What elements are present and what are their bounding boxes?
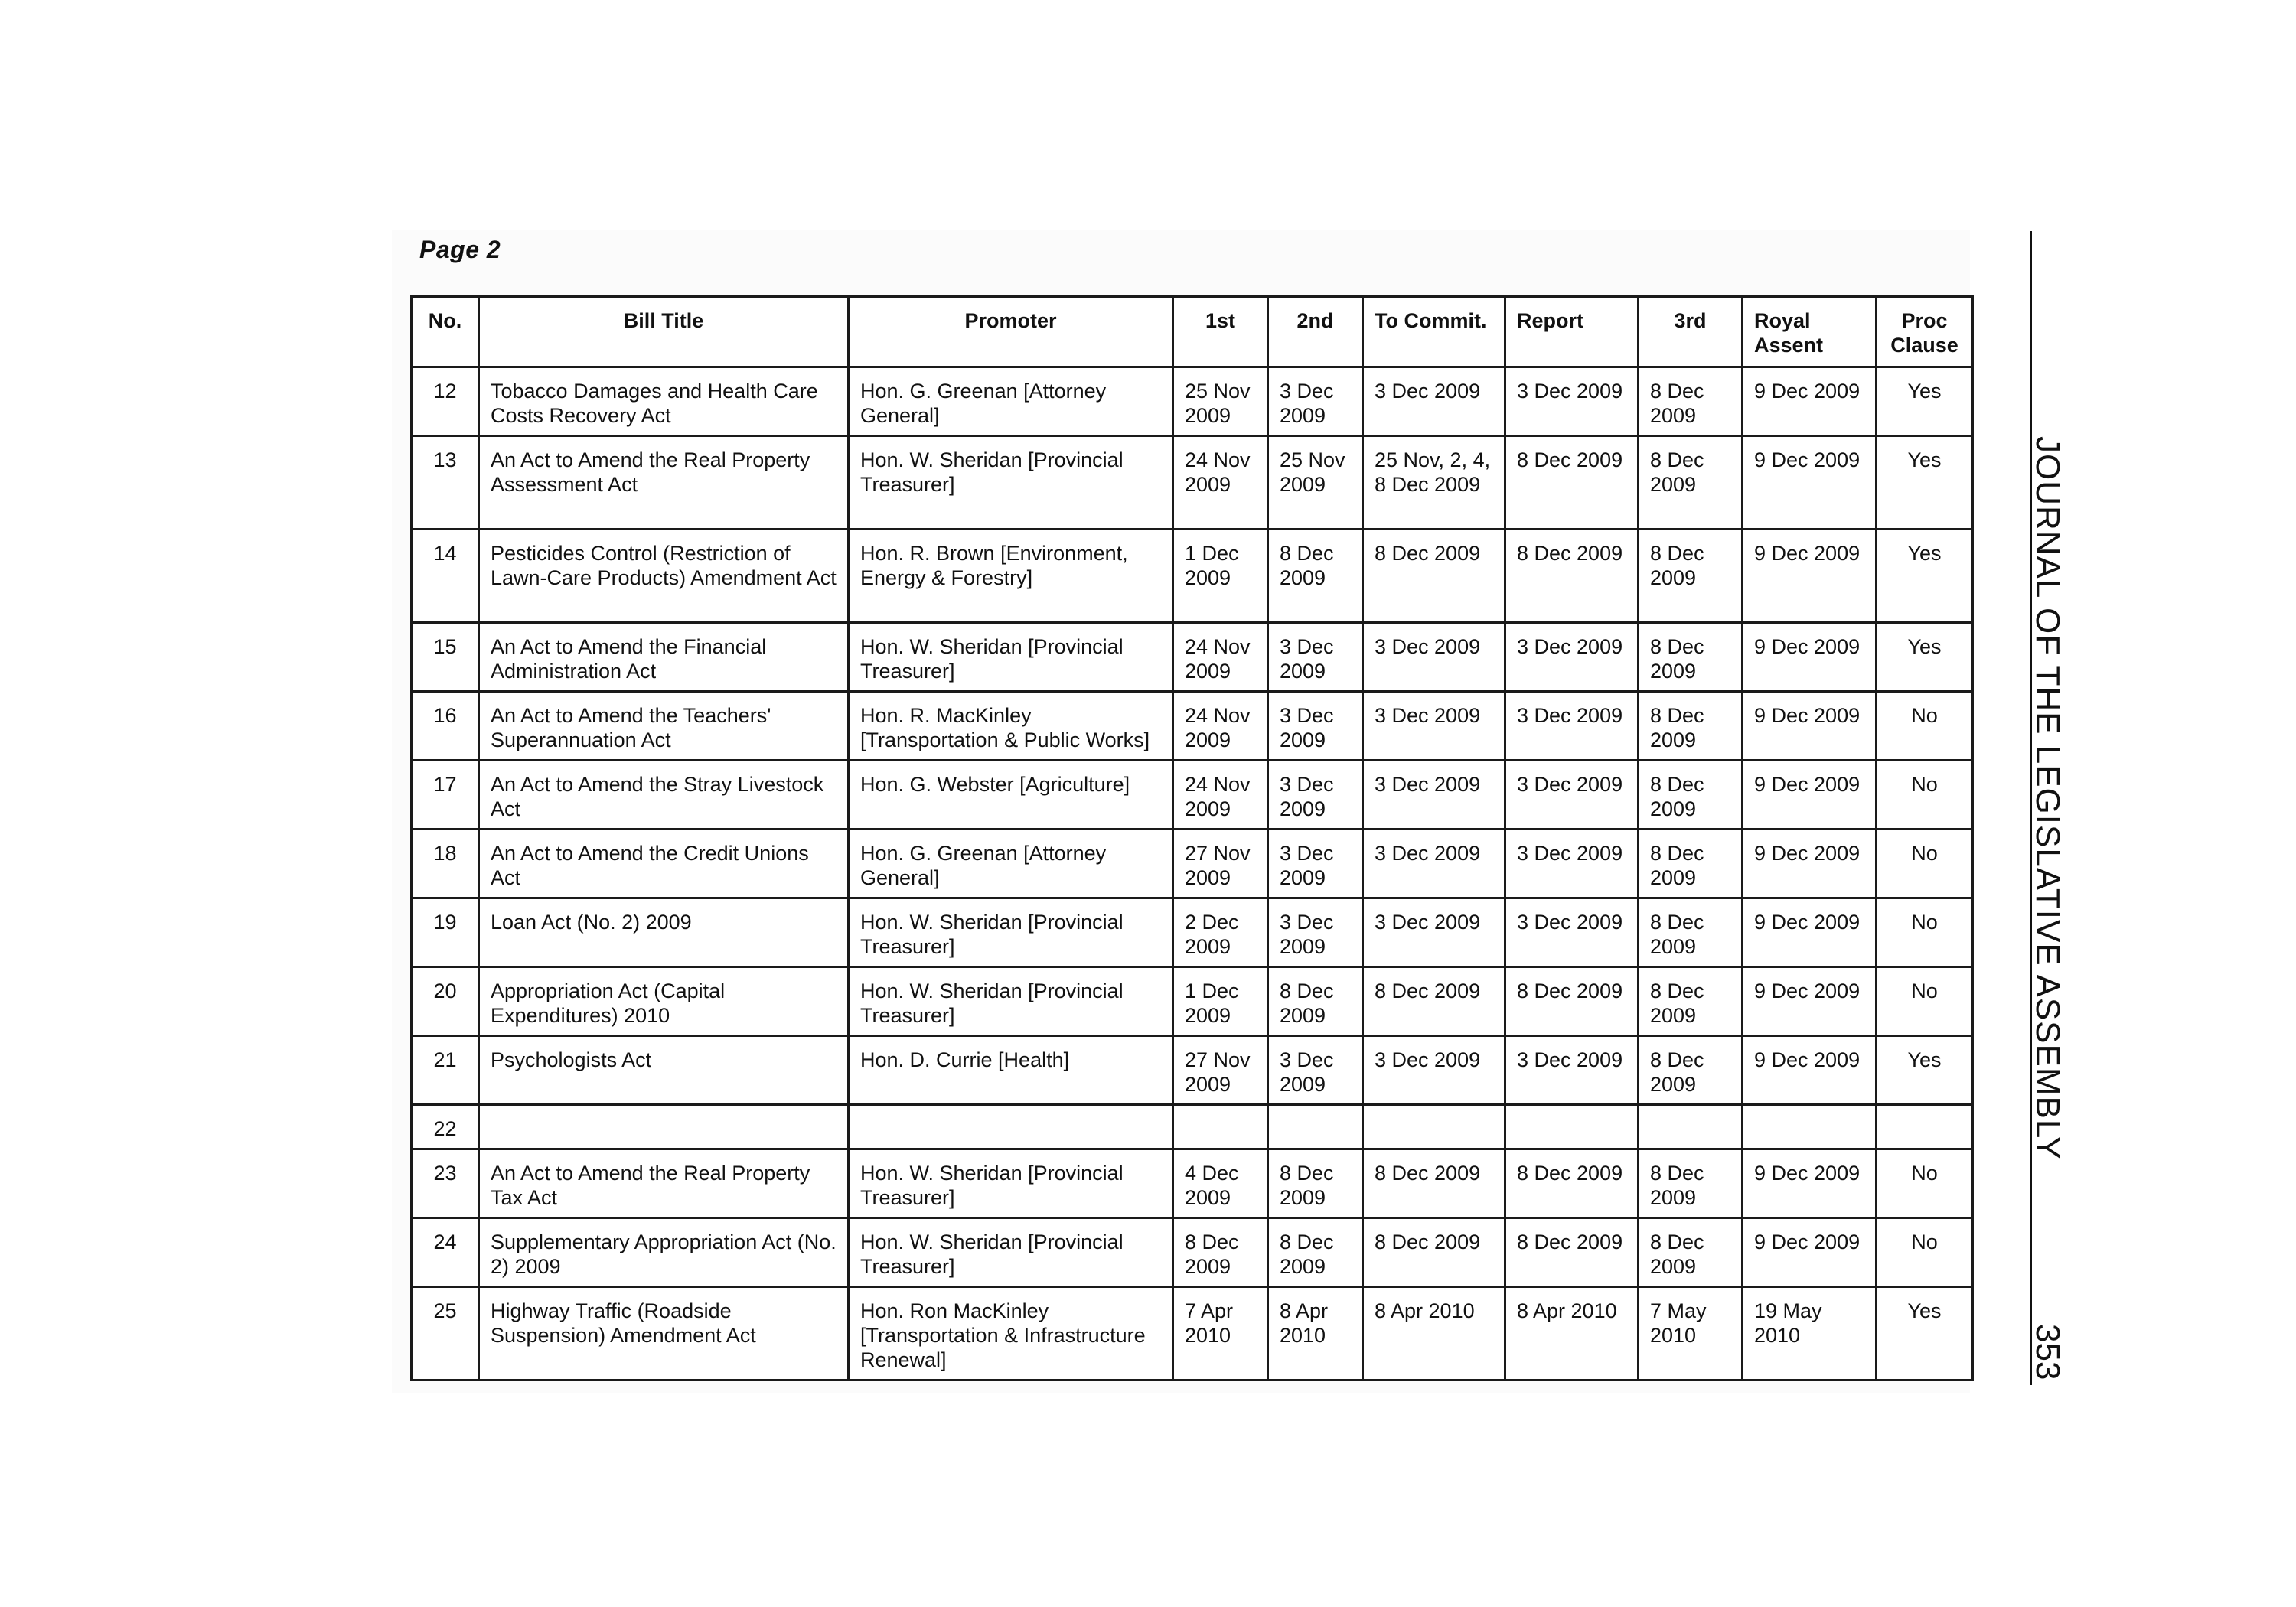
first-reading: 1 Dec 2009: [1173, 530, 1268, 623]
bill-promoter: Hon. R. MacKinley [Transportation & Public Works]: [849, 692, 1173, 761]
first-reading: 24 Nov 2009: [1173, 692, 1268, 761]
bill-title: An Act to Amend the Stray Livestock Act: [479, 761, 849, 830]
first-reading: 2 Dec 2009: [1173, 898, 1268, 967]
report-stage: 3 Dec 2009: [1505, 367, 1639, 436]
bill-title: An Act to Amend the Real Property Assessment Act: [479, 436, 849, 530]
table-row: [412, 530, 1973, 623]
report-stage: 8 Dec 2009: [1505, 967, 1639, 1036]
bill-title: Supplementary Appropriation Act (No. 2) 2009: [479, 1218, 849, 1287]
table-row: [412, 1218, 1973, 1287]
to-committee: 8 Dec 2009: [1363, 967, 1505, 1036]
to-committee: 8 Dec 2009: [1363, 1149, 1505, 1218]
column-header-second: 2nd: [1268, 297, 1363, 367]
column-header-report: Report: [1505, 297, 1639, 367]
proc-clause: [1877, 1105, 1973, 1149]
report-stage: 8 Apr 2010: [1505, 1287, 1639, 1380]
to-committee: 25 Nov, 2, 4, 8 Dec 2009: [1363, 436, 1505, 530]
table-row: [412, 436, 1973, 530]
royal-assent: 9 Dec 2009: [1743, 367, 1877, 436]
bill-number: 24: [412, 1218, 479, 1287]
bill-promoter: Hon. G. Webster [Agriculture]: [849, 761, 1173, 830]
bill-title: An Act to Amend the Real Property Tax Act: [479, 1149, 849, 1218]
proc-clause: Yes: [1877, 367, 1973, 436]
bill-number: 23: [412, 1149, 479, 1218]
proc-clause: No: [1877, 1149, 1973, 1218]
bill-promoter: Hon. G. Greenan [Attorney General]: [849, 367, 1173, 436]
third-reading: 7 May 2010: [1639, 1287, 1743, 1380]
to-committee: 8 Dec 2009: [1363, 1218, 1505, 1287]
bill-title: [479, 1105, 849, 1149]
proc-clause: No: [1877, 1218, 1973, 1287]
report-stage: 3 Dec 2009: [1505, 898, 1639, 967]
royal-assent: 9 Dec 2009: [1743, 967, 1877, 1036]
second-reading: 3 Dec 2009: [1268, 898, 1363, 967]
proc-clause: Yes: [1877, 623, 1973, 692]
column-header-royal-assent: Royal Assent: [1743, 297, 1877, 367]
proc-clause: Yes: [1877, 1036, 1973, 1105]
second-reading: 3 Dec 2009: [1268, 1036, 1363, 1105]
bill-title: Tobacco Damages and Health Care Costs Recovery Act: [479, 367, 849, 436]
bill-number: 14: [412, 530, 479, 623]
proc-clause: Yes: [1877, 1287, 1973, 1380]
table-row: [412, 967, 1973, 1036]
bill-title: Pesticides Control (Restriction of Lawn-Care Products) Amendment Act: [479, 530, 849, 623]
running-header: JOURNAL OF THE LEGISLATIVE ASSEMBLY: [2029, 436, 2066, 1160]
royal-assent: 9 Dec 2009: [1743, 1218, 1877, 1287]
to-committee: 3 Dec 2009: [1363, 898, 1505, 967]
table-header-row: [412, 297, 1973, 367]
royal-assent: 9 Dec 2009: [1743, 530, 1877, 623]
royal-assent: [1743, 1105, 1877, 1149]
page-number: 353: [2029, 1324, 2066, 1380]
to-committee: [1363, 1105, 1505, 1149]
table-row: [412, 1149, 1973, 1218]
bills-table: [410, 295, 1974, 1381]
bill-promoter: Hon. R. Brown [Environment, Energy & Forestry]: [849, 530, 1173, 623]
report-stage: 8 Dec 2009: [1505, 530, 1639, 623]
report-stage: 3 Dec 2009: [1505, 830, 1639, 898]
second-reading: 25 Nov 2009: [1268, 436, 1363, 530]
third-reading: 8 Dec 2009: [1639, 530, 1743, 623]
first-reading: 7 Apr 2010: [1173, 1287, 1268, 1380]
to-committee: 3 Dec 2009: [1363, 1036, 1505, 1105]
second-reading: 8 Dec 2009: [1268, 530, 1363, 623]
report-stage: [1505, 1105, 1639, 1149]
bill-title: An Act to Amend the Credit Unions Act: [479, 830, 849, 898]
column-header-no: No.: [412, 297, 479, 367]
to-committee: 3 Dec 2009: [1363, 830, 1505, 898]
first-reading: 24 Nov 2009: [1173, 623, 1268, 692]
royal-assent: 9 Dec 2009: [1743, 692, 1877, 761]
proc-clause: No: [1877, 830, 1973, 898]
bill-title: An Act to Amend the Financial Administration Act: [479, 623, 849, 692]
royal-assent: 9 Dec 2009: [1743, 623, 1877, 692]
report-stage: 8 Dec 2009: [1505, 1149, 1639, 1218]
proc-clause: No: [1877, 967, 1973, 1036]
bill-title: Psychologists Act: [479, 1036, 849, 1105]
bill-promoter: [849, 1105, 1173, 1149]
third-reading: 8 Dec 2009: [1639, 623, 1743, 692]
third-reading: 8 Dec 2009: [1639, 436, 1743, 530]
table-row: [412, 692, 1973, 761]
second-reading: 8 Apr 2010: [1268, 1287, 1363, 1380]
report-stage: 3 Dec 2009: [1505, 761, 1639, 830]
bill-promoter: Hon. W. Sheridan [Provincial Treasurer]: [849, 623, 1173, 692]
report-stage: 8 Dec 2009: [1505, 436, 1639, 530]
bill-number: 12: [412, 367, 479, 436]
bill-promoter: Hon. Ron MacKinley [Transportation & Infrastructure Renewal]: [849, 1287, 1173, 1380]
royal-assent: 9 Dec 2009: [1743, 898, 1877, 967]
report-stage: 3 Dec 2009: [1505, 623, 1639, 692]
third-reading: 8 Dec 2009: [1639, 692, 1743, 761]
third-reading: 8 Dec 2009: [1639, 967, 1743, 1036]
bill-promoter: Hon. D. Currie [Health]: [849, 1036, 1173, 1105]
second-reading: [1268, 1105, 1363, 1149]
table-row: [412, 761, 1973, 830]
second-reading: 8 Dec 2009: [1268, 1218, 1363, 1287]
bill-promoter: Hon. W. Sheridan [Provincial Treasurer]: [849, 1218, 1173, 1287]
second-reading: 3 Dec 2009: [1268, 830, 1363, 898]
first-reading: 4 Dec 2009: [1173, 1149, 1268, 1218]
to-committee: 8 Dec 2009: [1363, 530, 1505, 623]
bill-number: 18: [412, 830, 479, 898]
third-reading: 8 Dec 2009: [1639, 367, 1743, 436]
report-stage: 3 Dec 2009: [1505, 1036, 1639, 1105]
third-reading: 8 Dec 2009: [1639, 761, 1743, 830]
bill-title: Highway Traffic (Roadside Suspension) Amendment Act: [479, 1287, 849, 1380]
first-reading: 8 Dec 2009: [1173, 1218, 1268, 1287]
bill-promoter: Hon. G. Greenan [Attorney General]: [849, 830, 1173, 898]
second-reading: 3 Dec 2009: [1268, 367, 1363, 436]
proc-clause: Yes: [1877, 436, 1973, 530]
second-reading: 8 Dec 2009: [1268, 967, 1363, 1036]
to-committee: 3 Dec 2009: [1363, 692, 1505, 761]
royal-assent: 19 May 2010: [1743, 1287, 1877, 1380]
table-row: [412, 1105, 1973, 1149]
second-reading: 3 Dec 2009: [1268, 692, 1363, 761]
bill-number: 25: [412, 1287, 479, 1380]
bill-number: 17: [412, 761, 479, 830]
proc-clause: No: [1877, 692, 1973, 761]
first-reading: [1173, 1105, 1268, 1149]
third-reading: 8 Dec 2009: [1639, 1218, 1743, 1287]
second-reading: 3 Dec 2009: [1268, 623, 1363, 692]
first-reading: 27 Nov 2009: [1173, 830, 1268, 898]
column-header-to-commit: To Commit.: [1363, 297, 1505, 367]
report-stage: 3 Dec 2009: [1505, 692, 1639, 761]
first-reading: 1 Dec 2009: [1173, 967, 1268, 1036]
third-reading: 8 Dec 2009: [1639, 1149, 1743, 1218]
column-header-first: 1st: [1173, 297, 1268, 367]
table-row: [412, 623, 1973, 692]
bill-number: 19: [412, 898, 479, 967]
column-header-promoter: Promoter: [849, 297, 1173, 367]
bill-title: An Act to Amend the Teachers' Superannuation Act: [479, 692, 849, 761]
first-reading: 25 Nov 2009: [1173, 367, 1268, 436]
bill-promoter: Hon. W. Sheridan [Provincial Treasurer]: [849, 967, 1173, 1036]
second-reading: 3 Dec 2009: [1268, 761, 1363, 830]
column-header-proc-clause: Proc Clause: [1877, 297, 1973, 367]
bill-number: 15: [412, 623, 479, 692]
royal-assent: 9 Dec 2009: [1743, 830, 1877, 898]
proc-clause: Yes: [1877, 530, 1973, 623]
table-row: [412, 1287, 1973, 1380]
royal-assent: 9 Dec 2009: [1743, 1036, 1877, 1105]
bill-number: 22: [412, 1105, 479, 1149]
bill-number: 16: [412, 692, 479, 761]
bill-promoter: Hon. W. Sheridan [Provincial Treasurer]: [849, 1149, 1173, 1218]
proc-clause: No: [1877, 898, 1973, 967]
table-row: [412, 898, 1973, 967]
page-label: Page 2: [419, 236, 501, 263]
bill-number: 13: [412, 436, 479, 530]
third-reading: 8 Dec 2009: [1639, 830, 1743, 898]
column-header-third: 3rd: [1639, 297, 1743, 367]
royal-assent: 9 Dec 2009: [1743, 1149, 1877, 1218]
table-row: [412, 830, 1973, 898]
table-row: [412, 1036, 1973, 1105]
bill-number: 20: [412, 967, 479, 1036]
royal-assent: 9 Dec 2009: [1743, 436, 1877, 530]
third-reading: 8 Dec 2009: [1639, 898, 1743, 967]
first-reading: 27 Nov 2009: [1173, 1036, 1268, 1105]
bill-title: Appropriation Act (Capital Expenditures) 2010: [479, 967, 849, 1036]
column-header-bill-title: Bill Title: [479, 297, 849, 367]
third-reading: 8 Dec 2009: [1639, 1036, 1743, 1105]
first-reading: 24 Nov 2009: [1173, 436, 1268, 530]
to-committee: 3 Dec 2009: [1363, 761, 1505, 830]
second-reading: 8 Dec 2009: [1268, 1149, 1363, 1218]
royal-assent: 9 Dec 2009: [1743, 761, 1877, 830]
bill-promoter: Hon. W. Sheridan [Provincial Treasurer]: [849, 898, 1173, 967]
proc-clause: No: [1877, 761, 1973, 830]
report-stage: 8 Dec 2009: [1505, 1218, 1639, 1287]
to-committee: 8 Apr 2010: [1363, 1287, 1505, 1380]
table-row: [412, 367, 1973, 436]
bill-number: 21: [412, 1036, 479, 1105]
third-reading: [1639, 1105, 1743, 1149]
to-committee: 3 Dec 2009: [1363, 367, 1505, 436]
first-reading: 24 Nov 2009: [1173, 761, 1268, 830]
bill-promoter: Hon. W. Sheridan [Provincial Treasurer]: [849, 436, 1173, 530]
to-committee: 3 Dec 2009: [1363, 623, 1505, 692]
bill-title: Loan Act (No. 2) 2009: [479, 898, 849, 967]
